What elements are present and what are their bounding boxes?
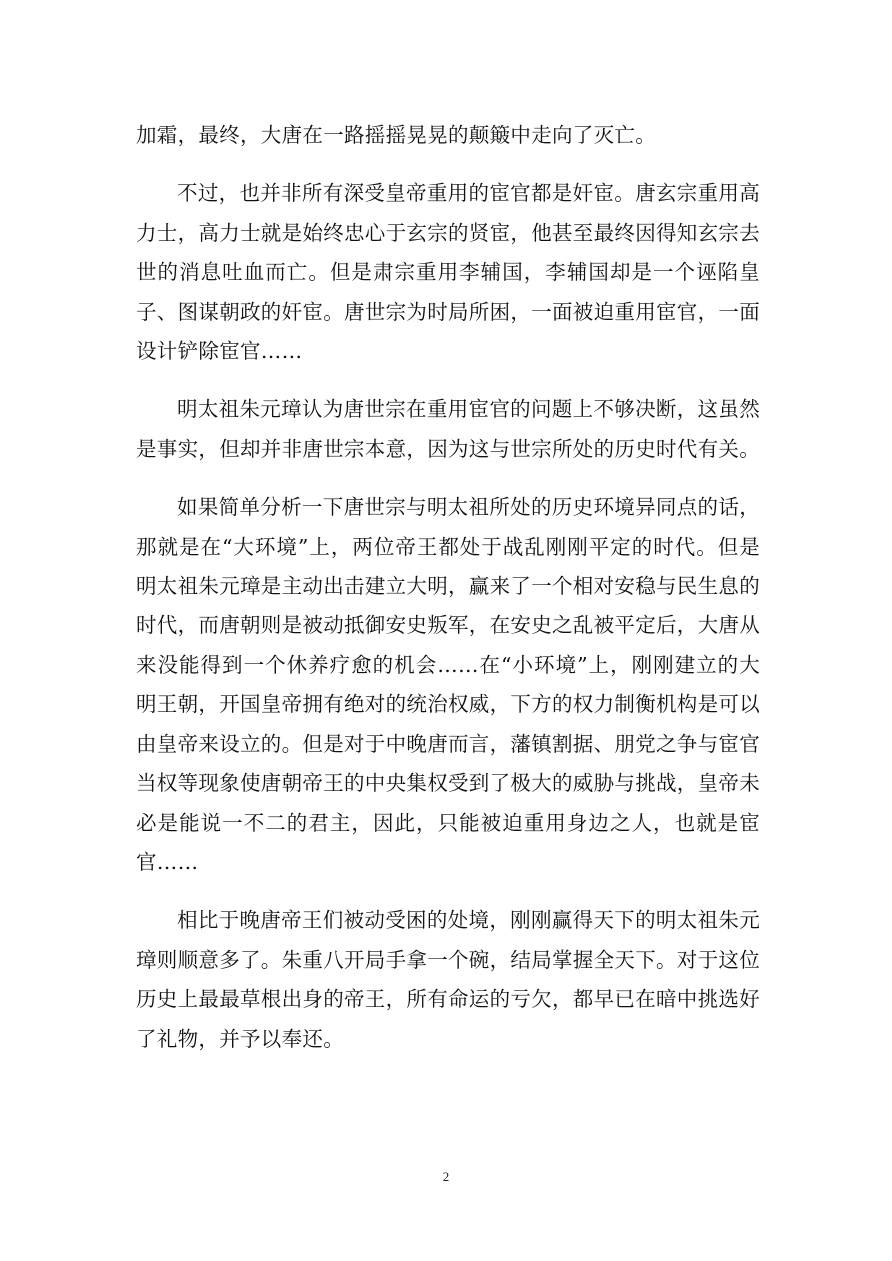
document-body — [136, 116, 760, 1059]
paragraph-eunuch-examples: 不过，也并非所有深受皇帝重用的宦官都是奸宦。唐玄宗重用高力士，高力士就是始终忠心于玄宗的贤宦，他甚至最终因得知玄宗去世的消息吐血而亡。但是肃宗重用李辅国，李辅国却是一个诬陷皇子、图谋朝政的奸宦。唐世宗为时局所困，一面被迫重用宦官，一面设计铲除宦官…… — [136, 181, 760, 364]
paragraph-historical-comparison: 如果简单分析一下唐世宗与明太祖所处的历史环境异同点的话，那就是在“大环境”上，两位帝王都处于战乱刚刚平定的时代。但是明太祖朱元璋是主动出击建立大明，赢来了一个相对安稳与民生息的时代，而唐朝则是被动抵御安史叛军，在安史之乱被平定后，大唐从来没能得到一个休养疗愈的机会……在“小环境”上，刚刚建立的大明王朝，开国皇帝拥有绝对的统治权威，下方的权力制衡机构是可以由皇帝来设立的。但是对于中晚唐而言，藩镇割据、朋党之争与宦官当权等现象使唐朝帝王的中央集权受到了极大的威胁与挑战，皇帝未必是能说一不二的君主，因此，只能被迫重用身边之人，也就是宦官…… — [136, 495, 760, 874]
paragraph-zhu-yuanzhang-view: 明太祖朱元璋认为唐世宗在重用宦官的问题上不够决断，这虽然是事实，但却并非唐世宗本意，因为这与世宗所处的历史时代有关。 — [136, 397, 760, 461]
paragraph-continued: 加霜，最终，大唐在一路摇摇晃晃的颠簸中走向了灭亡。 — [136, 123, 656, 147]
paragraph-conclusion: 相比于晚唐帝王们被动受困的处境，刚刚赢得天下的明太祖朱元璋则顺意多了。朱重八开局手拿一个碗，结局掌握全天下。对于这位历史上最最草根出身的帝王，所有命运的亏欠，都早已在暗中挑选好了礼物，并予以奉还。 — [136, 908, 760, 1051]
page-number: 2 — [442, 1169, 450, 1184]
